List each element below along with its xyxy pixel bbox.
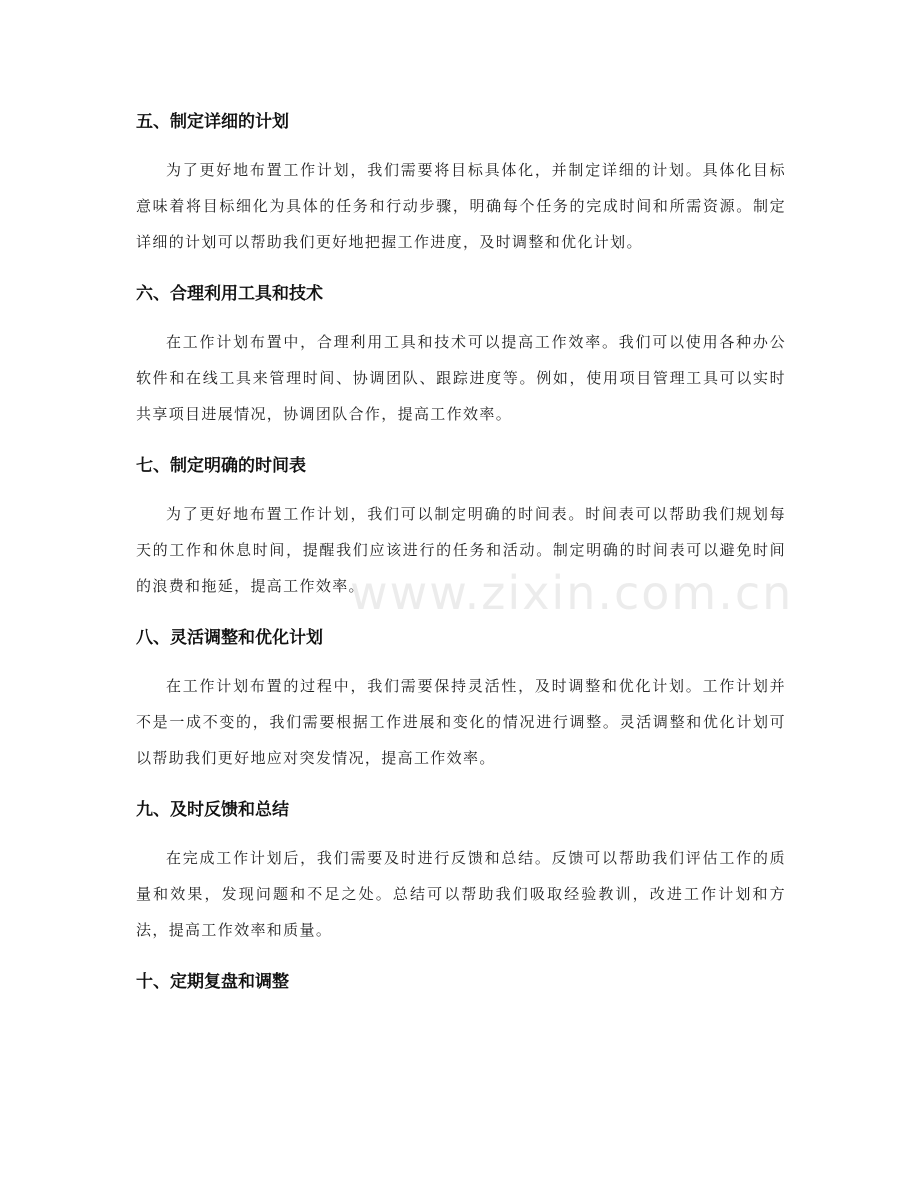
section-6: [136, 276, 786, 432]
section-title: 九、及时反馈和总结: [136, 800, 289, 820]
watermark: www.zixin.com.cn: [350, 566, 794, 620]
section-10: [136, 964, 786, 1000]
document-content: [136, 104, 786, 1000]
section-paragraph: 在工作计划布置的过程中，我们需要保持灵活性，及时调整和优化计划。工作计划并不是一成不变的，我们需要根据工作进展和变化的情况进行调整。灵活调整和优化计划可以帮助我们更好地应对突发情况，提高工作效率。: [136, 677, 786, 767]
section-title: 十、定期复盘和调整: [136, 972, 289, 992]
section-title: 七、制定明确的时间表: [136, 456, 306, 476]
section-title: 八、灵活调整和优化计划: [136, 628, 323, 648]
section-paragraph: 在完成工作计划后，我们需要及时进行反馈和总结。反馈可以帮助我们评估工作的质量和效果，发现问题和不足之处。总结可以帮助我们吸取经验教训，改进工作计划和方法，提高工作效率和质量。: [136, 849, 786, 939]
section-title: 五、制定详细的计划: [136, 112, 289, 132]
section-paragraph: 为了更好地布置工作计划，我们需要将目标具体化，并制定详细的计划。具体化目标意味着将目标细化为具体的任务和行动步骤，明确每个任务的完成时间和所需资源。制定详细的计划可以帮助我们更好地把握工作进度，及时调整和优化计划。: [136, 161, 786, 251]
section-8: [136, 620, 786, 776]
section-7: [136, 448, 786, 604]
section-paragraph: 在工作计划布置中，合理利用工具和技术可以提高工作效率。我们可以使用各种办公软件和在线工具来管理时间、协调团队、跟踪进度等。例如，使用项目管理工具可以实时共享项目进展情况，协调团队合作，提高工作效率。: [136, 333, 786, 423]
section-5: [136, 104, 786, 260]
section-paragraph: 为了更好地布置工作计划，我们可以制定明确的时间表。时间表可以帮助我们规划每天的工作和休息时间，提醒我们应该进行的任务和活动。制定明确的时间表可以避免时间的浪费和拖延，提高工作效率。: [136, 505, 786, 595]
section-title: 六、合理利用工具和技术: [136, 284, 323, 304]
section-9: [136, 792, 786, 948]
